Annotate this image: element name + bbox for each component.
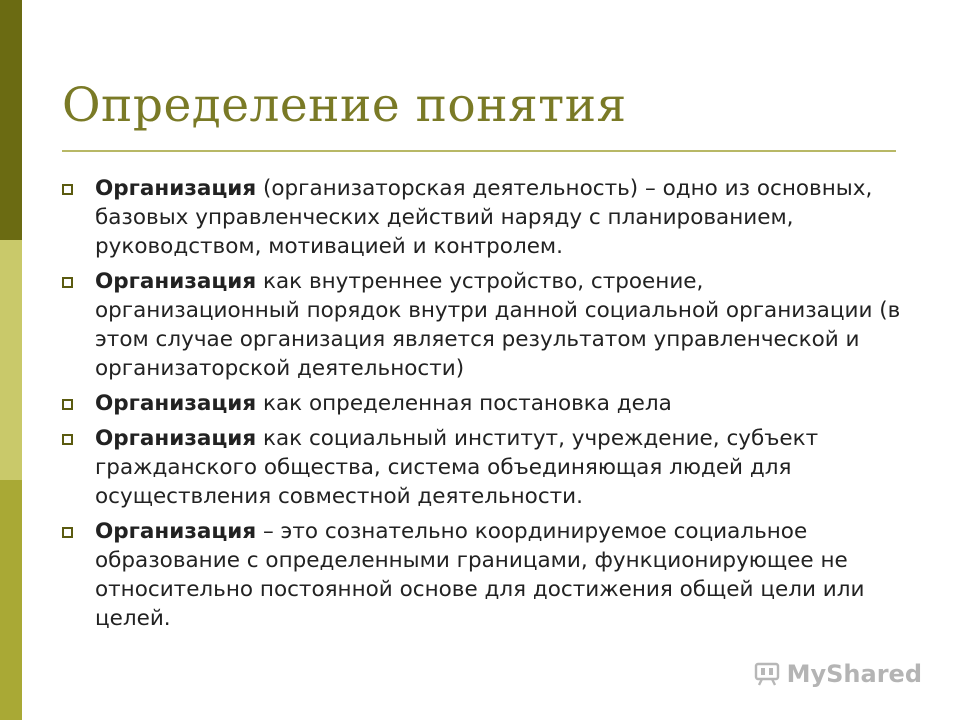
square-bullet-icon xyxy=(62,277,73,288)
bullet-term: Организация xyxy=(95,391,257,416)
bullet-term: Организация xyxy=(95,426,257,451)
bullet-item xyxy=(62,389,912,418)
watermark-text: MyShared xyxy=(786,660,922,688)
bullet-term: Организация xyxy=(95,269,257,294)
slide-title: Определение понятия xyxy=(62,78,627,133)
bullet-item xyxy=(62,174,912,261)
square-bullet-icon xyxy=(62,527,73,538)
title-divider xyxy=(62,150,896,152)
side-bar-top xyxy=(0,0,22,240)
bullet-item xyxy=(62,267,912,383)
bullet-list xyxy=(62,174,912,639)
square-bullet-icon xyxy=(62,184,73,195)
square-bullet-icon xyxy=(62,399,73,410)
presentation-board-icon xyxy=(753,661,781,687)
bullet-text: – это сознательно координируемое социальное образование с определенными границами, функционирующее не относительно постоянной основе для достижения общей цели или целей. xyxy=(95,519,865,631)
square-bullet-icon xyxy=(62,434,73,445)
bullet-text: как определенная постановка дела xyxy=(256,391,672,416)
bullet-term: Организация xyxy=(95,176,257,201)
bullet-item xyxy=(62,424,912,511)
bullet-text: (организаторская деятельность) – одно из основных, базовых управленческих действий наряду с планированием, руководством, мотивацией и контролем. xyxy=(95,176,873,259)
bullet-text: как внутреннее устройство, строение, организационный порядок внутри данной социальной организации (в этом случае организация является результатом управленческой и организаторской деятельности) xyxy=(95,269,901,381)
side-bar-middle xyxy=(0,240,22,480)
bullet-item xyxy=(62,517,912,633)
side-bar-bottom xyxy=(0,480,22,720)
watermark[interactable] xyxy=(753,660,922,688)
bullet-term: Организация xyxy=(95,519,257,544)
bullet-text: как социальный институт, учреждение, субъект гражданского общества, система объединяющая людей для осуществления совместной деятельности. xyxy=(95,426,819,509)
